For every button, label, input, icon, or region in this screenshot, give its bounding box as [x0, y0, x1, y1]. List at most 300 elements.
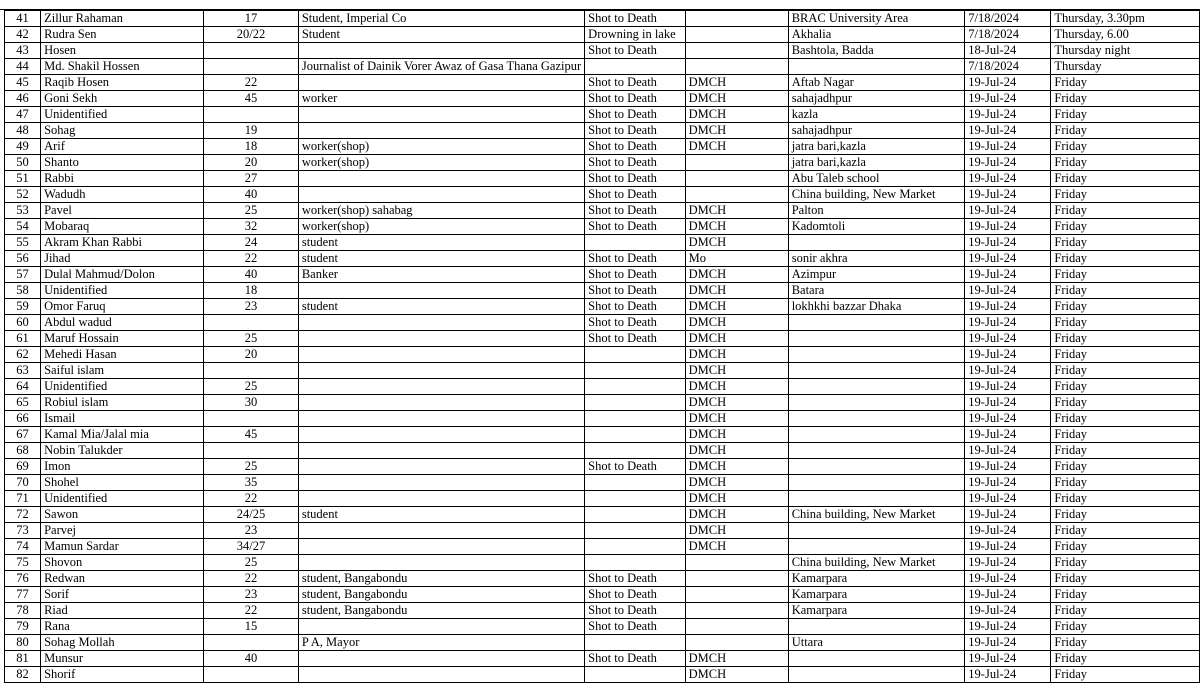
hospital-cell[interactable] — [685, 155, 788, 171]
location-cell[interactable]: kazla — [788, 107, 965, 123]
date-cell[interactable]: 19-Jul-24 — [965, 427, 1051, 443]
occupation-cell[interactable] — [298, 491, 584, 507]
location-cell[interactable] — [788, 411, 965, 427]
occupation-cell[interactable]: Student, Imperial Co — [298, 11, 584, 27]
date-cell[interactable]: 19-Jul-24 — [965, 283, 1051, 299]
hospital-cell[interactable] — [685, 59, 788, 75]
day-cell[interactable]: Friday — [1051, 619, 1200, 635]
day-cell[interactable]: Friday — [1051, 427, 1200, 443]
row-number[interactable]: 82 — [5, 667, 41, 683]
hospital-cell[interactable] — [685, 587, 788, 603]
age-cell[interactable]: 25 — [204, 203, 299, 219]
occupation-cell[interactable]: worker(shop) — [298, 155, 584, 171]
location-cell[interactable]: China building, New Market — [788, 507, 965, 523]
cause-cell[interactable]: Shot to Death — [585, 123, 685, 139]
location-cell[interactable]: Kamarpara — [788, 587, 965, 603]
location-cell[interactable] — [788, 235, 965, 251]
hospital-cell[interactable] — [685, 11, 788, 27]
cause-cell[interactable] — [585, 555, 685, 571]
location-cell[interactable]: Azimpur — [788, 267, 965, 283]
age-cell[interactable]: 25 — [204, 459, 299, 475]
cause-cell[interactable] — [585, 363, 685, 379]
hospital-cell[interactable]: DMCH — [685, 315, 788, 331]
location-cell[interactable]: Bashtola, Badda — [788, 43, 965, 59]
age-cell[interactable]: 40 — [204, 267, 299, 283]
name-cell[interactable]: Omor Faruq — [41, 299, 204, 315]
cause-cell[interactable]: Shot to Death — [585, 587, 685, 603]
date-cell[interactable]: 19-Jul-24 — [965, 491, 1051, 507]
date-cell[interactable]: 19-Jul-24 — [965, 235, 1051, 251]
hospital-cell[interactable]: DMCH — [685, 379, 788, 395]
row-number[interactable]: 41 — [5, 11, 41, 27]
day-cell[interactable]: Friday — [1051, 347, 1200, 363]
name-cell[interactable]: Robiul islam — [41, 395, 204, 411]
location-cell[interactable] — [788, 491, 965, 507]
age-cell[interactable]: 25 — [204, 379, 299, 395]
cause-cell[interactable]: Shot to Death — [585, 267, 685, 283]
location-cell[interactable] — [788, 459, 965, 475]
day-cell[interactable]: Friday — [1051, 459, 1200, 475]
day-cell[interactable]: Friday — [1051, 107, 1200, 123]
day-cell[interactable]: Friday — [1051, 75, 1200, 91]
date-cell[interactable]: 19-Jul-24 — [965, 459, 1051, 475]
row-number[interactable]: 52 — [5, 187, 41, 203]
occupation-cell[interactable] — [298, 347, 584, 363]
hospital-cell[interactable] — [685, 171, 788, 187]
date-cell[interactable]: 19-Jul-24 — [965, 139, 1051, 155]
row-number[interactable]: 47 — [5, 107, 41, 123]
hospital-cell[interactable]: DMCH — [685, 283, 788, 299]
hospital-cell[interactable] — [685, 187, 788, 203]
age-cell[interactable]: 34/27 — [204, 539, 299, 555]
age-cell[interactable]: 23 — [204, 523, 299, 539]
day-cell[interactable]: Thursday, 3.30pm — [1051, 11, 1200, 27]
day-cell[interactable]: Friday — [1051, 539, 1200, 555]
row-number[interactable]: 65 — [5, 395, 41, 411]
cause-cell[interactable] — [585, 395, 685, 411]
location-cell[interactable] — [788, 363, 965, 379]
age-cell[interactable]: 45 — [204, 91, 299, 107]
date-cell[interactable]: 19-Jul-24 — [965, 251, 1051, 267]
name-cell[interactable]: Goni Sekh — [41, 91, 204, 107]
row-number[interactable]: 72 — [5, 507, 41, 523]
age-cell[interactable]: 20/22 — [204, 27, 299, 43]
date-cell[interactable]: 19-Jul-24 — [965, 667, 1051, 683]
name-cell[interactable]: Dulal Mahmud/Dolon — [41, 267, 204, 283]
hospital-cell[interactable]: DMCH — [685, 539, 788, 555]
location-cell[interactable]: Batara — [788, 283, 965, 299]
cause-cell[interactable]: Shot to Death — [585, 107, 685, 123]
row-number[interactable]: 70 — [5, 475, 41, 491]
hospital-cell[interactable]: Mo — [685, 251, 788, 267]
hospital-cell[interactable] — [685, 43, 788, 59]
age-cell[interactable]: 32 — [204, 219, 299, 235]
cause-cell[interactable] — [585, 667, 685, 683]
row-number[interactable]: 80 — [5, 635, 41, 651]
day-cell[interactable]: Friday — [1051, 203, 1200, 219]
day-cell[interactable]: Friday — [1051, 363, 1200, 379]
name-cell[interactable]: Ismail — [41, 411, 204, 427]
row-number[interactable]: 53 — [5, 203, 41, 219]
date-cell[interactable]: 19-Jul-24 — [965, 331, 1051, 347]
day-cell[interactable]: Friday — [1051, 187, 1200, 203]
cause-cell[interactable]: Shot to Death — [585, 331, 685, 347]
occupation-cell[interactable] — [298, 283, 584, 299]
cause-cell[interactable]: Shot to Death — [585, 571, 685, 587]
day-cell[interactable]: Friday — [1051, 667, 1200, 683]
name-cell[interactable]: Pavel — [41, 203, 204, 219]
date-cell[interactable]: 18-Jul-24 — [965, 43, 1051, 59]
row-number[interactable]: 57 — [5, 267, 41, 283]
row-number[interactable]: 58 — [5, 283, 41, 299]
date-cell[interactable]: 19-Jul-24 — [965, 315, 1051, 331]
name-cell[interactable]: Parvej — [41, 523, 204, 539]
occupation-cell[interactable]: Journalist of Dainik Vorer Awaz of Gasa Thana Gazipur — [298, 59, 584, 75]
age-cell[interactable]: 30 — [204, 395, 299, 411]
name-cell[interactable]: Hosen — [41, 43, 204, 59]
name-cell[interactable]: Sohag Mollah — [41, 635, 204, 651]
occupation-cell[interactable] — [298, 555, 584, 571]
day-cell[interactable]: Friday — [1051, 603, 1200, 619]
location-cell[interactable] — [788, 315, 965, 331]
row-number[interactable]: 76 — [5, 571, 41, 587]
occupation-cell[interactable]: student — [298, 507, 584, 523]
hospital-cell[interactable] — [685, 619, 788, 635]
name-cell[interactable]: Imon — [41, 459, 204, 475]
hospital-cell[interactable]: DMCH — [685, 667, 788, 683]
date-cell[interactable]: 19-Jul-24 — [965, 91, 1051, 107]
day-cell[interactable]: Friday — [1051, 587, 1200, 603]
name-cell[interactable]: Kamal Mia/Jalal mia — [41, 427, 204, 443]
day-cell[interactable]: Friday — [1051, 315, 1200, 331]
day-cell[interactable]: Thursday — [1051, 59, 1200, 75]
row-number[interactable]: 67 — [5, 427, 41, 443]
cause-cell[interactable]: Shot to Death — [585, 603, 685, 619]
row-number[interactable]: 69 — [5, 459, 41, 475]
cause-cell[interactable] — [585, 411, 685, 427]
hospital-cell[interactable]: DMCH — [685, 475, 788, 491]
date-cell[interactable]: 19-Jul-24 — [965, 587, 1051, 603]
location-cell[interactable]: Uttara — [788, 635, 965, 651]
cause-cell[interactable]: Shot to Death — [585, 11, 685, 27]
occupation-cell[interactable] — [298, 539, 584, 555]
hospital-cell[interactable]: DMCH — [685, 91, 788, 107]
cause-cell[interactable] — [585, 443, 685, 459]
age-cell[interactable]: 19 — [204, 123, 299, 139]
cause-cell[interactable] — [585, 523, 685, 539]
age-cell[interactable]: 22 — [204, 75, 299, 91]
hospital-cell[interactable]: DMCH — [685, 203, 788, 219]
row-number[interactable]: 64 — [5, 379, 41, 395]
name-cell[interactable]: Sohag — [41, 123, 204, 139]
name-cell[interactable]: Mehedi Hasan — [41, 347, 204, 363]
date-cell[interactable]: 19-Jul-24 — [965, 363, 1051, 379]
age-cell[interactable]: 23 — [204, 299, 299, 315]
occupation-cell[interactable] — [298, 171, 584, 187]
cause-cell[interactable] — [585, 475, 685, 491]
name-cell[interactable]: Akram Khan Rabbi — [41, 235, 204, 251]
day-cell[interactable]: Thursday night — [1051, 43, 1200, 59]
day-cell[interactable]: Friday — [1051, 267, 1200, 283]
row-number[interactable]: 61 — [5, 331, 41, 347]
cause-cell[interactable] — [585, 379, 685, 395]
location-cell[interactable] — [788, 347, 965, 363]
age-cell[interactable]: 22 — [204, 251, 299, 267]
cause-cell[interactable]: Shot to Death — [585, 299, 685, 315]
row-number[interactable]: 66 — [5, 411, 41, 427]
name-cell[interactable]: Md. Shakil Hossen — [41, 59, 204, 75]
location-cell[interactable]: jatra bari,kazla — [788, 155, 965, 171]
occupation-cell[interactable] — [298, 331, 584, 347]
occupation-cell[interactable] — [298, 427, 584, 443]
row-number[interactable]: 60 — [5, 315, 41, 331]
location-cell[interactable] — [788, 523, 965, 539]
cause-cell[interactable]: Shot to Death — [585, 155, 685, 171]
name-cell[interactable]: Unidentified — [41, 379, 204, 395]
occupation-cell[interactable] — [298, 523, 584, 539]
age-cell[interactable]: 40 — [204, 187, 299, 203]
hospital-cell[interactable]: DMCH — [685, 139, 788, 155]
cause-cell[interactable]: Shot to Death — [585, 251, 685, 267]
cause-cell[interactable]: Shot to Death — [585, 43, 685, 59]
age-cell[interactable] — [204, 315, 299, 331]
age-cell[interactable]: 20 — [204, 347, 299, 363]
occupation-cell[interactable] — [298, 187, 584, 203]
location-cell[interactable] — [788, 475, 965, 491]
cause-cell[interactable]: Shot to Death — [585, 315, 685, 331]
date-cell[interactable]: 19-Jul-24 — [965, 539, 1051, 555]
date-cell[interactable]: 7/18/2024 — [965, 27, 1051, 43]
name-cell[interactable]: Shorif — [41, 667, 204, 683]
occupation-cell[interactable]: worker(shop) sahabag — [298, 203, 584, 219]
age-cell[interactable]: 22 — [204, 571, 299, 587]
location-cell[interactable] — [788, 427, 965, 443]
row-number[interactable]: 50 — [5, 155, 41, 171]
name-cell[interactable]: Shovon — [41, 555, 204, 571]
day-cell[interactable]: Friday — [1051, 235, 1200, 251]
hospital-cell[interactable] — [685, 635, 788, 651]
cause-cell[interactable]: Shot to Death — [585, 75, 685, 91]
row-number[interactable]: 63 — [5, 363, 41, 379]
occupation-cell[interactable] — [298, 395, 584, 411]
day-cell[interactable]: Friday — [1051, 475, 1200, 491]
day-cell[interactable]: Friday — [1051, 443, 1200, 459]
name-cell[interactable]: Raqib Hosen — [41, 75, 204, 91]
name-cell[interactable]: Sawon — [41, 507, 204, 523]
day-cell[interactable]: Friday — [1051, 155, 1200, 171]
cause-cell[interactable] — [585, 235, 685, 251]
row-number[interactable]: 42 — [5, 27, 41, 43]
age-cell[interactable]: 15 — [204, 619, 299, 635]
hospital-cell[interactable]: DMCH — [685, 427, 788, 443]
occupation-cell[interactable]: Student — [298, 27, 584, 43]
hospital-cell[interactable]: DMCH — [685, 235, 788, 251]
hospital-cell[interactable]: DMCH — [685, 107, 788, 123]
date-cell[interactable]: 19-Jul-24 — [965, 107, 1051, 123]
location-cell[interactable] — [788, 443, 965, 459]
cause-cell[interactable] — [585, 347, 685, 363]
day-cell[interactable]: Friday — [1051, 635, 1200, 651]
date-cell[interactable]: 19-Jul-24 — [965, 635, 1051, 651]
cause-cell[interactable]: Drowning in lake — [585, 27, 685, 43]
row-number[interactable]: 81 — [5, 651, 41, 667]
age-cell[interactable] — [204, 363, 299, 379]
name-cell[interactable]: Zillur Rahaman — [41, 11, 204, 27]
name-cell[interactable]: Arif — [41, 139, 204, 155]
occupation-cell[interactable] — [298, 107, 584, 123]
location-cell[interactable]: China building, New Market — [788, 187, 965, 203]
row-number[interactable]: 44 — [5, 59, 41, 75]
day-cell[interactable]: Friday — [1051, 139, 1200, 155]
day-cell[interactable]: Friday — [1051, 523, 1200, 539]
occupation-cell[interactable]: Banker — [298, 267, 584, 283]
location-cell[interactable] — [788, 395, 965, 411]
age-cell[interactable] — [204, 43, 299, 59]
location-cell[interactable]: Abu Taleb school — [788, 171, 965, 187]
row-number[interactable]: 59 — [5, 299, 41, 315]
name-cell[interactable]: Unidentified — [41, 491, 204, 507]
day-cell[interactable]: Friday — [1051, 299, 1200, 315]
name-cell[interactable]: Rudra Sen — [41, 27, 204, 43]
age-cell[interactable]: 35 — [204, 475, 299, 491]
location-cell[interactable]: sahajadhpur — [788, 123, 965, 139]
cause-cell[interactable]: Shot to Death — [585, 619, 685, 635]
location-cell[interactable] — [788, 619, 965, 635]
occupation-cell[interactable] — [298, 75, 584, 91]
location-cell[interactable]: Aftab Nagar — [788, 75, 965, 91]
location-cell[interactable] — [788, 667, 965, 683]
date-cell[interactable]: 19-Jul-24 — [965, 219, 1051, 235]
hospital-cell[interactable]: DMCH — [685, 123, 788, 139]
day-cell[interactable]: Friday — [1051, 555, 1200, 571]
name-cell[interactable]: Rabbi — [41, 171, 204, 187]
occupation-cell[interactable] — [298, 43, 584, 59]
cause-cell[interactable] — [585, 491, 685, 507]
occupation-cell[interactable] — [298, 651, 584, 667]
hospital-cell[interactable]: DMCH — [685, 523, 788, 539]
day-cell[interactable]: Thursday, 6.00 — [1051, 27, 1200, 43]
cause-cell[interactable]: Shot to Death — [585, 651, 685, 667]
age-cell[interactable] — [204, 411, 299, 427]
occupation-cell[interactable]: worker — [298, 91, 584, 107]
location-cell[interactable]: Palton — [788, 203, 965, 219]
name-cell[interactable]: Sorif — [41, 587, 204, 603]
hospital-cell[interactable]: DMCH — [685, 651, 788, 667]
name-cell[interactable]: Shohel — [41, 475, 204, 491]
cause-cell[interactable]: Shot to Death — [585, 219, 685, 235]
day-cell[interactable]: Friday — [1051, 651, 1200, 667]
occupation-cell[interactable] — [298, 459, 584, 475]
age-cell[interactable]: 17 — [204, 11, 299, 27]
location-cell[interactable] — [788, 379, 965, 395]
cause-cell[interactable] — [585, 539, 685, 555]
hospital-cell[interactable]: DMCH — [685, 491, 788, 507]
row-number[interactable]: 73 — [5, 523, 41, 539]
location-cell[interactable]: jatra bari,kazla — [788, 139, 965, 155]
location-cell[interactable]: lokhkhi bazzar Dhaka — [788, 299, 965, 315]
hospital-cell[interactable]: DMCH — [685, 459, 788, 475]
age-cell[interactable] — [204, 59, 299, 75]
row-number[interactable]: 51 — [5, 171, 41, 187]
location-cell[interactable] — [788, 59, 965, 75]
cause-cell[interactable] — [585, 507, 685, 523]
name-cell[interactable]: Wadudh — [41, 187, 204, 203]
cause-cell[interactable]: Shot to Death — [585, 187, 685, 203]
hospital-cell[interactable] — [685, 555, 788, 571]
name-cell[interactable]: Munsur — [41, 651, 204, 667]
location-cell[interactable]: Kamarpara — [788, 571, 965, 587]
row-number[interactable]: 62 — [5, 347, 41, 363]
age-cell[interactable]: 23 — [204, 587, 299, 603]
day-cell[interactable]: Friday — [1051, 251, 1200, 267]
day-cell[interactable]: Friday — [1051, 491, 1200, 507]
date-cell[interactable]: 19-Jul-24 — [965, 379, 1051, 395]
row-number[interactable]: 48 — [5, 123, 41, 139]
occupation-cell[interactable]: worker(shop) — [298, 139, 584, 155]
hospital-cell[interactable]: DMCH — [685, 219, 788, 235]
date-cell[interactable]: 19-Jul-24 — [965, 651, 1051, 667]
occupation-cell[interactable] — [298, 379, 584, 395]
hospital-cell[interactable]: DMCH — [685, 331, 788, 347]
location-cell[interactable]: BRAC University Area — [788, 11, 965, 27]
age-cell[interactable]: 25 — [204, 555, 299, 571]
date-cell[interactable]: 19-Jul-24 — [965, 411, 1051, 427]
date-cell[interactable]: 19-Jul-24 — [965, 171, 1051, 187]
hospital-cell[interactable] — [685, 27, 788, 43]
name-cell[interactable]: Rana — [41, 619, 204, 635]
location-cell[interactable]: sahajadhpur — [788, 91, 965, 107]
age-cell[interactable] — [204, 107, 299, 123]
row-number[interactable]: 79 — [5, 619, 41, 635]
day-cell[interactable]: Friday — [1051, 91, 1200, 107]
name-cell[interactable]: Maruf Hossain — [41, 331, 204, 347]
date-cell[interactable]: 19-Jul-24 — [965, 123, 1051, 139]
date-cell[interactable]: 19-Jul-24 — [965, 523, 1051, 539]
row-number[interactable]: 49 — [5, 139, 41, 155]
hospital-cell[interactable]: DMCH — [685, 395, 788, 411]
date-cell[interactable]: 19-Jul-24 — [965, 75, 1051, 91]
name-cell[interactable]: Unidentified — [41, 283, 204, 299]
date-cell[interactable]: 19-Jul-24 — [965, 555, 1051, 571]
hospital-cell[interactable]: DMCH — [685, 443, 788, 459]
day-cell[interactable]: Friday — [1051, 331, 1200, 347]
age-cell[interactable]: 25 — [204, 331, 299, 347]
occupation-cell[interactable]: P A, Mayor — [298, 635, 584, 651]
occupation-cell[interactable] — [298, 315, 584, 331]
date-cell[interactable]: 19-Jul-24 — [965, 347, 1051, 363]
hospital-cell[interactable]: DMCH — [685, 299, 788, 315]
row-number[interactable]: 55 — [5, 235, 41, 251]
row-number[interactable]: 74 — [5, 539, 41, 555]
day-cell[interactable]: Friday — [1051, 379, 1200, 395]
hospital-cell[interactable]: DMCH — [685, 363, 788, 379]
occupation-cell[interactable]: student — [298, 235, 584, 251]
date-cell[interactable]: 19-Jul-24 — [965, 443, 1051, 459]
row-number[interactable]: 75 — [5, 555, 41, 571]
location-cell[interactable] — [788, 651, 965, 667]
age-cell[interactable]: 40 — [204, 651, 299, 667]
name-cell[interactable]: Abdul wadud — [41, 315, 204, 331]
day-cell[interactable]: Friday — [1051, 283, 1200, 299]
name-cell[interactable]: Riad — [41, 603, 204, 619]
name-cell[interactable]: Shanto — [41, 155, 204, 171]
occupation-cell[interactable]: worker(shop) — [298, 219, 584, 235]
age-cell[interactable]: 24/25 — [204, 507, 299, 523]
row-number[interactable]: 78 — [5, 603, 41, 619]
date-cell[interactable]: 19-Jul-24 — [965, 187, 1051, 203]
location-cell[interactable] — [788, 539, 965, 555]
occupation-cell[interactable]: student — [298, 251, 584, 267]
